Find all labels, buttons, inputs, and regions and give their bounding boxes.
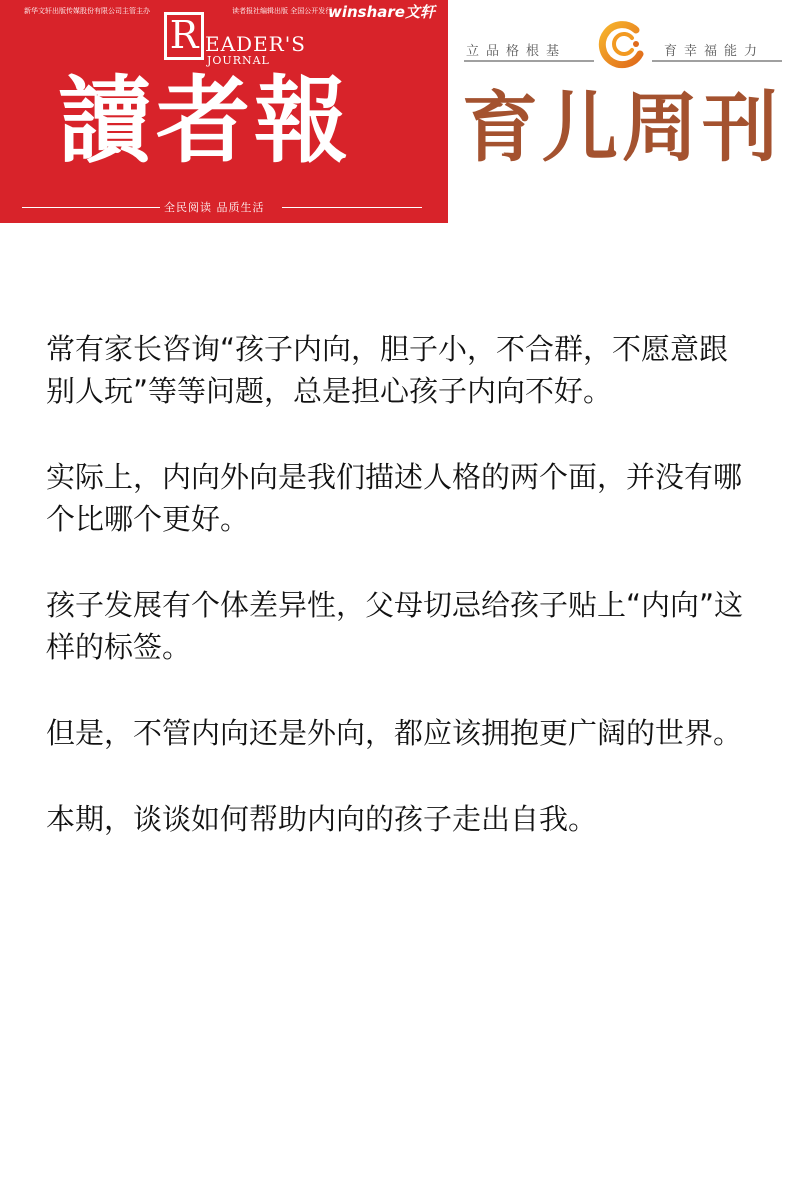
- readers-initial-logo: R: [164, 12, 204, 60]
- article-paragraph: 本期，谈谈如何帮助内向的孩子走出自我。: [46, 802, 598, 836]
- tagline-rule-right: [652, 60, 782, 62]
- english-subtitle: JOURNAL: [207, 54, 270, 67]
- tagline-rule-left: [464, 60, 594, 62]
- article-body: [46, 328, 746, 884]
- chinese-title: 讀者報: [58, 66, 353, 176]
- swirl-sun-logo-icon: [596, 20, 648, 70]
- english-title: EADER'S: [205, 32, 306, 56]
- article-paragraph: 但是，不管内向还是外向，都应该拥抱更广阔的世界。: [46, 716, 743, 750]
- masthead-slogan: 全民阅读 品质生活: [164, 201, 265, 214]
- publisher-line: 新华文轩出版传媒股份有限公司主管主办: [24, 7, 150, 15]
- divider-left: [22, 207, 160, 208]
- column-title: 育儿周刊: [462, 83, 782, 172]
- winshare-logo: winshare文轩: [328, 3, 435, 21]
- article-paragraph: 常有家长咨询“孩子内向，胆子小，不合群，不愿意跟别人玩”等等问题，总是担心孩子内向不好。: [46, 332, 729, 408]
- tagline-left: 立品格根基: [466, 44, 567, 59]
- divider-right: [282, 207, 422, 208]
- issuer-line: 读者报社编辑出版 全国公开发行: [232, 7, 333, 15]
- tagline-right: 育幸福能力: [664, 44, 765, 59]
- article-paragraph: 孩子发展有个体差异性，父母切忌给孩子贴上“内向”这样的标签。: [46, 588, 744, 664]
- article-paragraph: 实际上，内向外向是我们描述人格的两个面，并没有哪个比哪个更好。: [46, 460, 743, 536]
- masthead-banner: [0, 0, 448, 223]
